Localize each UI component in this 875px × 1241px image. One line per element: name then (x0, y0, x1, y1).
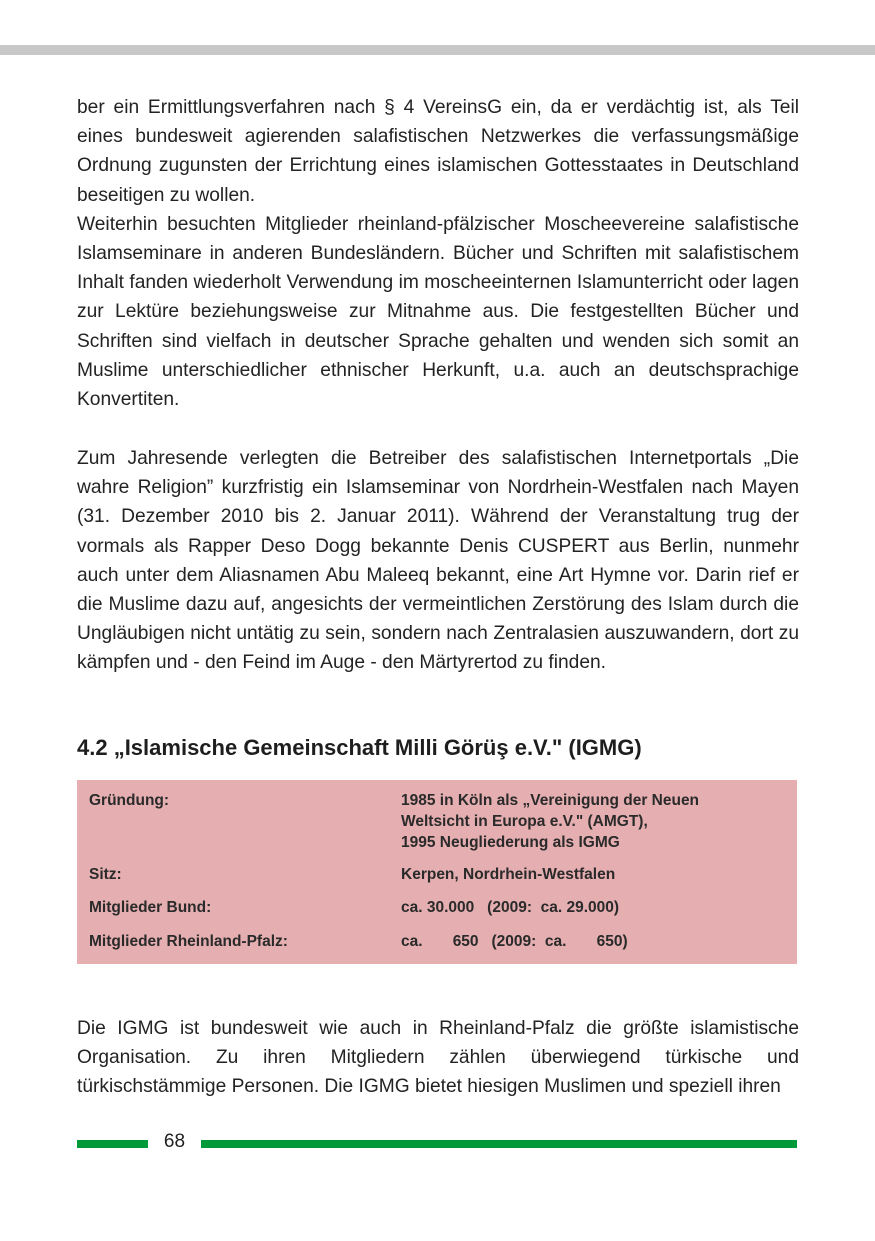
body-paragraph-2 (77, 444, 799, 678)
fact-value (401, 864, 781, 885)
fact-value-line: Kerpen, Nordrhein-Westfalen (401, 866, 616, 883)
fact-label: Mitglieder Bund: (89, 899, 212, 916)
paragraph-text: Zum Jahresende verlegten die Betreiber des salafistischen Internetportals „Die wahre Religion” kurzfristig ein Islamseminar von Nordrhein-Westfalen nach Mayen (31. Dezember 2010 bis 2. Januar 2011). Während der Veranstaltung trug der vormals als Rapper Deso Dogg bekannte Denis CUSPERT aus Berlin, nunmehr auch unter dem Aliasnamen Abu Maleeq bekannt, eine Art Hymne vor. Darin rief er die Muslime dazu auf, angesichts der vermeintlichen Zerstörung des Islam durch die Ungläubigen nicht untätig zu sein, sondern nach Zentralasien auszuwandern, dort zu kämpfen und - den Feind im Auge - den Märtyrertod zu finden. (77, 448, 799, 674)
fact-value (401, 897, 781, 918)
fact-label: Mitglieder Rheinland-Pfalz: (89, 933, 288, 950)
fact-value-line: 1995 Neugliederung als IGMG (401, 834, 620, 851)
paragraph-line-block: Weiterhin besuchten Mitglieder rheinland-pfälzischer Moscheevereine salafistische Islamseminare in anderen Bundesländern. Bücher und Schriften mit salafistischem Inhalt fanden wiederholt Verwendung im moscheeinternen Islamunterricht oder lagen zur Lektüre beziehungsweise zur Mitnahme aus. Die festgestellten Bücher und Schriften sind vielfach in deutscher Sprache gehalten und wenden sich somit an Muslime unterschiedlicher ethnischer Herkunft, u.a. auch an deutschsprachige Konvertiten. (77, 213, 799, 411)
fact-value-line: ca. 30.000 (2009: ca. 29.000) (401, 899, 620, 916)
fact-label: Gründung: (89, 792, 170, 809)
body-paragraph-3 (77, 1014, 799, 1102)
section-heading: 4.2 „Islamische Gemeinschaft Milli Görüş e.V." (IGMG) (77, 735, 642, 760)
fact-box (77, 780, 797, 964)
fact-label: Sitz: (89, 866, 122, 883)
fact-value-line: Weltsicht in Europa e.V." (AMGT), (401, 813, 648, 830)
paragraph-line-block: ber ein Ermittlungsverfahren nach § 4 VereinsG ein, da er verdächtig ist, als Teil eines bundesweit agierenden salafistischen Netzwerkes die verfassungsmäßige Ordnung zugunsten der Errichtung eines islamischen Gottesstaates in Deutschland beseitigen zu wollen. (77, 97, 799, 206)
fact-value-line: ca. 650 (2009: ca. 650) (401, 933, 628, 950)
top-rule (0, 45, 875, 55)
fact-value (401, 790, 781, 853)
body-paragraph-1 (77, 93, 799, 414)
page-number: 68 (163, 1131, 186, 1152)
footer-rule-left (77, 1140, 148, 1148)
fact-value (401, 931, 781, 952)
fact-value-line: 1985 in Köln als „Vereinigung der Neuen (401, 792, 700, 809)
paragraph-text: Die IGMG ist bundesweit wie auch in Rheinland-Pfalz die größte islamistische Organisation. Zu ihren Mitgliedern zählen überwiegend türkische und türkischstämmige Personen. Die IGMG bietet hiesigen Muslimen und speziell ihren (77, 1018, 799, 1098)
footer-rule-right (201, 1140, 797, 1148)
